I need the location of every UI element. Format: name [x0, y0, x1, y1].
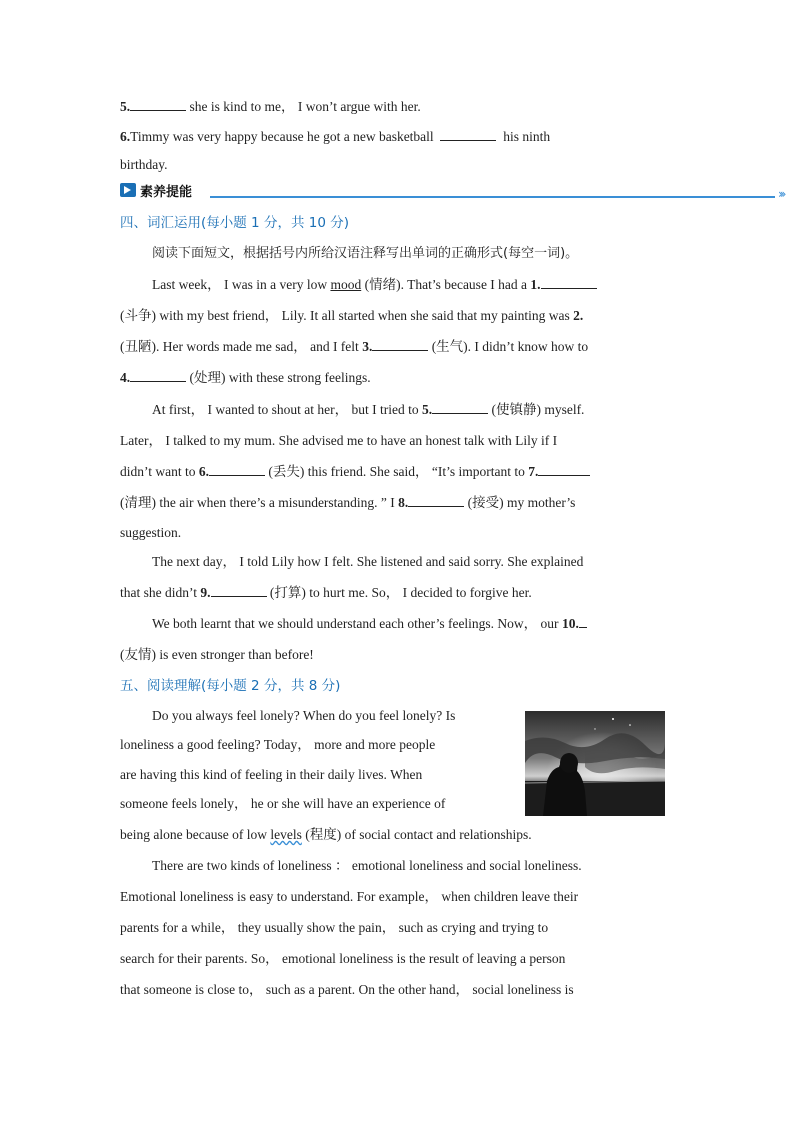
answer-blank-6[interactable] — [209, 463, 265, 476]
answer-blank-5[interactable] — [432, 401, 488, 414]
reading-line: There are two kinds of loneliness ： emotional loneliness and social loneliness. — [152, 858, 582, 873]
answer-blank[interactable] — [440, 128, 496, 141]
answer-blank-3[interactable] — [372, 338, 428, 351]
reading-line: Do you always feel lonely? When do you feel lonely? Is — [152, 708, 456, 723]
passage-line: (斗争) with my best friend， Lily. It all started when she said that my painting was 2. — [120, 308, 584, 323]
banner-title: 素养提能 — [140, 185, 193, 200]
illustration-svg — [525, 711, 665, 816]
reading-line: being alone because of low levels (程度) of social contact and relationships. — [120, 827, 532, 842]
passage-line: that she didn’t 9. (打算) to hurt me. So， I decided to forgive her. — [120, 585, 532, 600]
answer-blank-9[interactable] — [211, 584, 267, 597]
passage-line: 4. (处理) with these strong feelings. — [120, 370, 371, 385]
answer-blank[interactable] — [130, 98, 186, 111]
section-5-heading: 五、阅读理解(每小题 2 分，共 8 分) — [120, 678, 341, 694]
answer-blank-4[interactable] — [130, 369, 186, 382]
answer-blank-10[interactable] — [579, 615, 587, 628]
reading-line: someone feels lonely， he or she will have an experience of — [120, 796, 446, 811]
reading-line: parents for a while， they usually show the pain， such as crying and trying to — [120, 920, 549, 935]
passage-line: Last week， I was in a very low mood (情绪). That’s because I had a 1. — [152, 276, 597, 294]
section-4-heading: 四、词汇运用(每小题 1 分，共 10 分) — [120, 215, 349, 231]
passage-line: At first， I wanted to shout at her， but I tried to 5. (使镇静) myself. — [152, 402, 585, 417]
lonely-person-image — [525, 711, 665, 816]
reading-line: Emotional loneliness is easy to understand. For example， when children leave their — [120, 889, 579, 904]
passage-line: didn’t want to 6. (丢失) this friend. She said， “It’s important to 7. — [120, 463, 590, 481]
arrow-box-icon — [120, 183, 136, 197]
section-banner — [118, 180, 784, 202]
question-6: 6.Timmy was very happy because he got a new basketball his ninth — [120, 129, 551, 144]
reading-line: that someone is close to， such as a parent. On the other hand， social loneliness is — [120, 982, 574, 997]
instruction: 阅读下面短文，根据括号内所给汉语注释写出单词的正确形式(每空一词)。 — [152, 246, 579, 261]
triple-chevron-icon: ››› — [778, 187, 784, 201]
reading-line: are having this kind of feeling in their daily lives. When — [120, 767, 423, 782]
passage-line: (友情) is even stronger than before! — [120, 647, 314, 662]
question-6-cont: birthday. — [120, 157, 168, 172]
passage-line: (清理) the air when there’s a misunderstanding. ” I 8. (接受) my mother’s — [120, 495, 576, 510]
answer-blank-1[interactable] — [541, 276, 597, 289]
reading-line: search for their parents. So， emotional loneliness is the result of leaving a person — [120, 951, 566, 966]
passage-line: The next day， I told Lily how I felt. She listened and said sorry. She explained — [152, 554, 584, 569]
question-5: 5. she is kind to me， I won’t argue with her. — [120, 99, 421, 114]
answer-blank-7[interactable] — [538, 463, 590, 476]
banner-rule — [210, 196, 775, 198]
passage-line: suggestion. — [120, 525, 182, 540]
passage-line: We both learnt that we should understand each other’s feelings. Now， our 10. — [152, 615, 587, 633]
passage-line: Later， I talked to my mum. She advised me to have an honest talk with Lily if I — [120, 433, 558, 448]
answer-blank-8[interactable] — [408, 494, 464, 507]
reading-line: loneliness a good feeling? Today， more and more people — [120, 737, 436, 752]
passage-line: (丑陋). Her words made me sad， and I felt 3. (生气). I didn’t know how to — [120, 339, 589, 354]
